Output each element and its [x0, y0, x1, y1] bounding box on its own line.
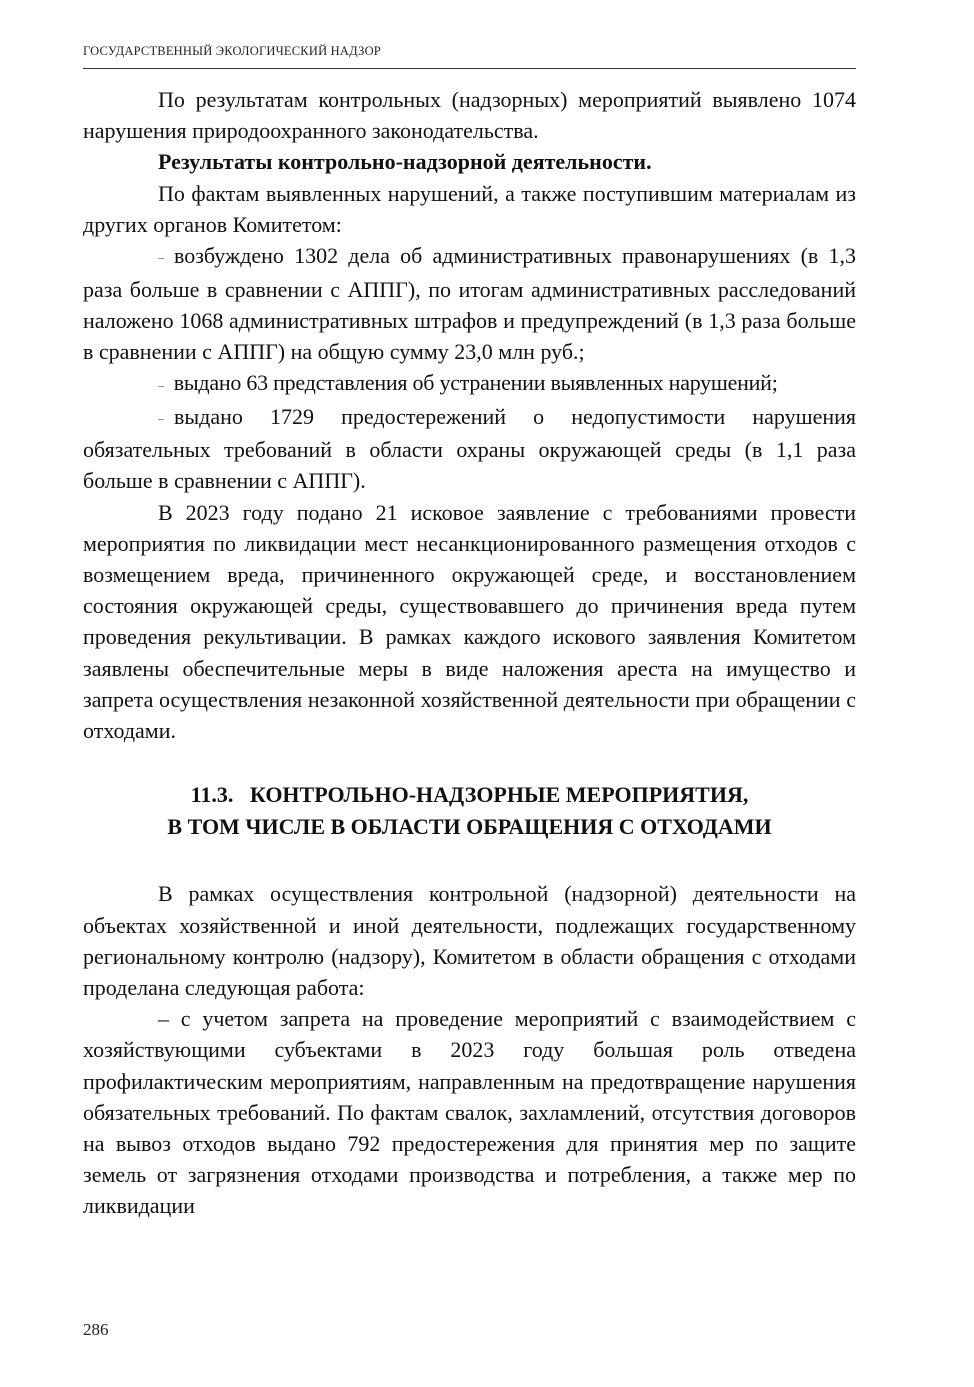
running-header: ГОСУДАРСТВЕННЫЙ ЭКОЛОГИЧЕСКИЙ НАДЗОР — [83, 44, 381, 58]
list-item-text: возбуждено 1302 дела об административных правонарушениях (в 1,3 раза больше в сравнении с АППГ), по итогам административных расследований наложено 1068 административных штрафов и предупреждений (в 1,3 раза больше в сравнении с АППГ) на общую сумму 23,0 млн руб.; — [83, 243, 856, 364]
paragraph-lawsuits: В 2023 году подано 21 исковое заявление с требованиями провести мероприятия по ликвидации мест несанкционированного размещения отходов с возмещением вреда, причиненного окружающей среде, и восстановлением состояния окружающей среды, существовавшего до причинения вреда путем проведения рекультивации. В рамках каждого искового заявления Комитетом заявлены обеспечительные меры в виде наложения ареста на имущество и запрета осуществления незаконной хозяйственной деятельности при обращении с отходами. — [83, 499, 856, 744]
list-item-text: выдано 1729 предостережений о недопустимости нарушения обязательных требований в области охраны окружающей среды (в 1,1 раза больше в сравнении с АППГ). — [83, 403, 856, 494]
paragraph-prevention: – с учетом запрета на проведение мероприятий с взаимодействием с хозяйствующими субъектами в 2023 году большая роль отведена профилактическим мероприятиям, направленным на предотвращение нарушения обязательных требований. По фактам свалок, захламлений, отсутствия договоров на вывоз отходов выдано 792 предостережения для принятия мер по защите земель от загрязнения отходами производства и потребления, а также мер по ликвидации — [83, 1006, 856, 1219]
list-item — [83, 240, 856, 367]
dash-marker: – — [158, 250, 164, 265]
section-title — [83, 779, 856, 842]
section-title-line-2: В ТОМ ЧИСЛЕ В ОБЛАСТИ ОБРАЩЕНИЯ С ОТХОДАМИ — [167, 813, 772, 839]
list-item — [83, 367, 856, 401]
dash-marker: – — [158, 377, 164, 392]
page-number: 286 — [83, 1320, 109, 1339]
paragraph-violations: По результатам контрольных (надзорных) мероприятий выявлено 1074 нарушения природоохранного законодательства. — [83, 87, 856, 144]
page-content — [83, 84, 856, 1222]
list-item — [83, 401, 856, 497]
dash-marker: – — [158, 411, 164, 426]
paragraph-control-activity: В рамках осуществления контрольной (надзорной) деятельности на объектах хозяйственной и иной деятельности, подлежащих государственному региональному контролю (надзору), Комитетом в области обращения с отходами проделана следующая работа: — [83, 881, 856, 1000]
section-title-line-1: 11.3. КОНТРОЛЬНО-НАДЗОРНЫЕ МЕРОПРИЯТИЯ, — [190, 782, 749, 808]
paragraph-intro-list: По фактам выявленных нарушений, а также поступившим материалам из других органов Комитетом: — [83, 180, 856, 237]
header-rule — [83, 68, 856, 69]
paragraph-heading-results: Результаты контрольно-надзорной деятельности. — [158, 149, 652, 175]
list-item-text: выдано 63 представления об устранении выявленных нарушений; — [173, 370, 778, 396]
